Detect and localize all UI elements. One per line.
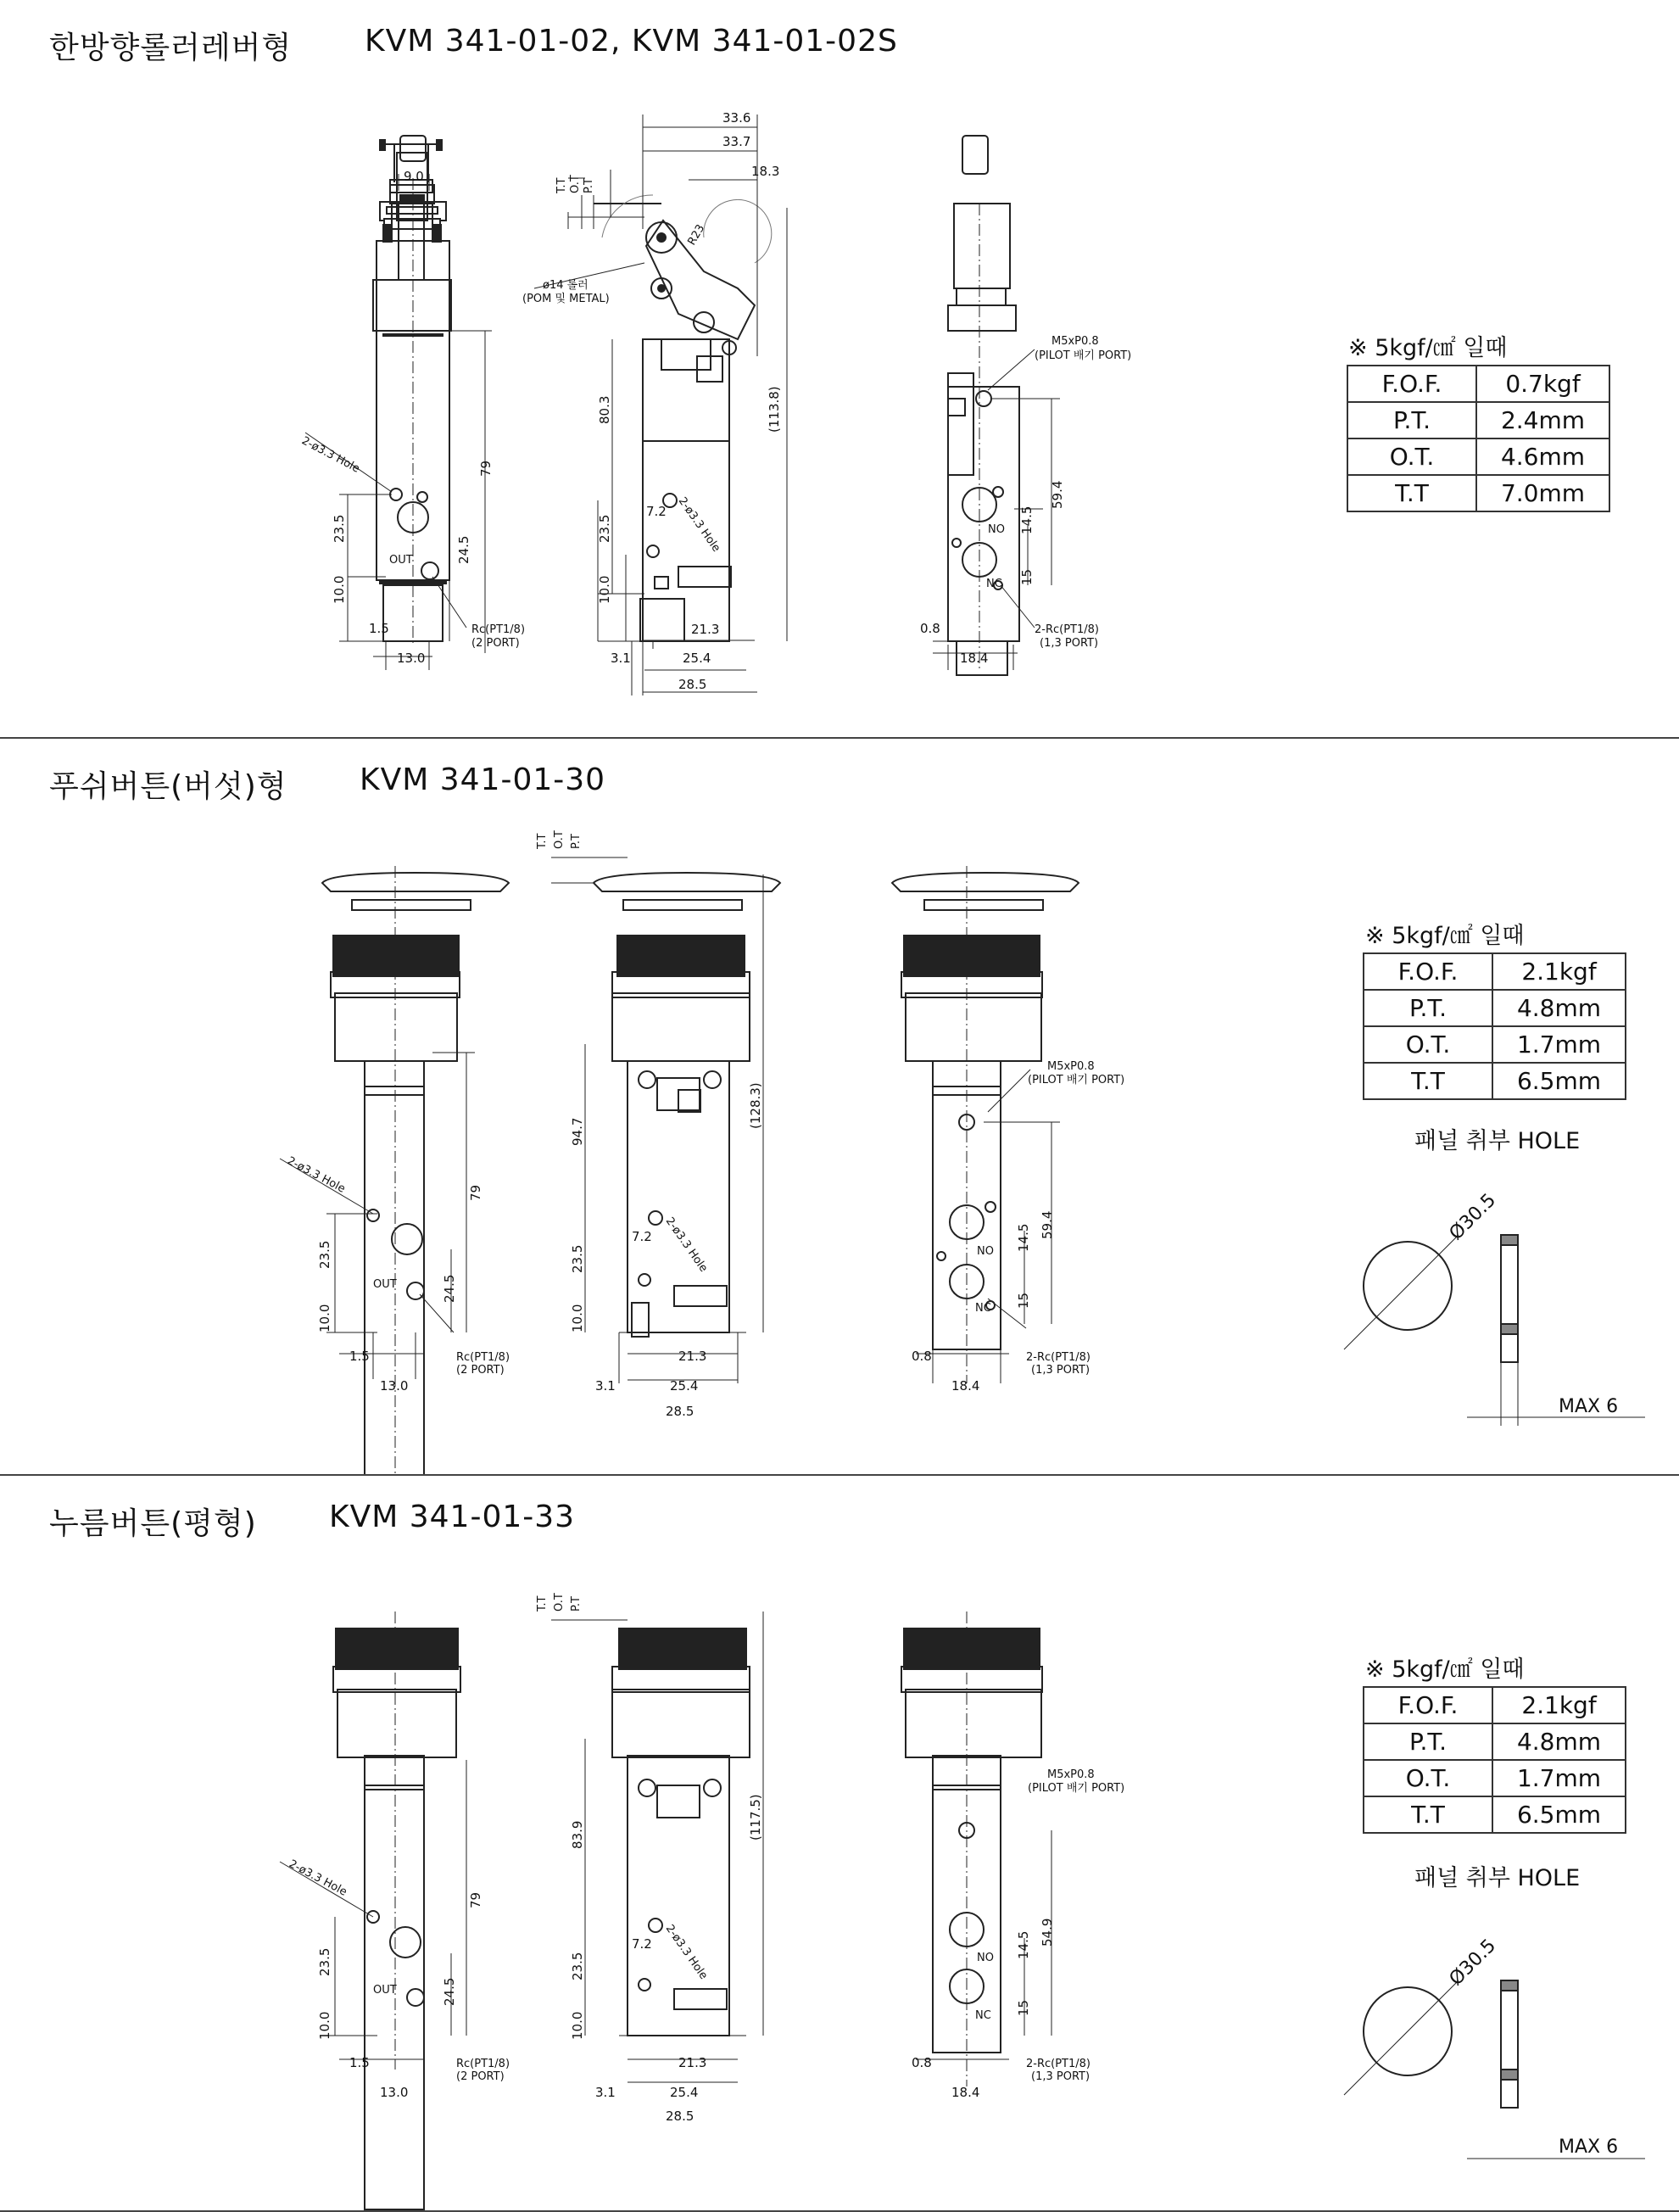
dim-25-4: 25.4 <box>670 2085 699 2100</box>
model-number: KVM 341-01-30 <box>360 762 606 797</box>
dim-0-8: 0.8 <box>912 1349 932 1364</box>
panel-title: 푸쉬버튼(버섯)형 <box>49 769 287 804</box>
rc-label: Rc(PT1/8) <box>456 1351 510 1364</box>
max-thickness: MAX 6 <box>1559 1396 1619 1417</box>
dim-79: 79 <box>468 1891 483 1908</box>
nc-label: NC <box>975 1302 991 1315</box>
ot-label: O.T <box>569 175 582 193</box>
dim-79: 79 <box>478 460 494 477</box>
pilot-label: (PILOT 배기 PORT) <box>1028 1074 1125 1086</box>
dim-23-5b: 23.5 <box>570 1952 585 1980</box>
dim-18-4: 18.4 <box>951 1378 980 1394</box>
hole-diameter: Ø30.5 <box>1445 1935 1501 1991</box>
dim-80-3: 80.3 <box>597 395 612 424</box>
dim-24-5: 24.5 <box>442 1977 457 2006</box>
model-number: KVM 341-01-33 <box>329 1500 576 1534</box>
spec-table <box>1363 1686 1626 1834</box>
hole-label-b: 2-ø3.3 Hole <box>662 1215 711 1275</box>
tt-label: T.T <box>536 1595 549 1612</box>
dim-1-5: 1.5 <box>349 1349 370 1364</box>
pilot-label: (PILOT 배기 PORT) <box>1028 1782 1125 1795</box>
pt-label: P.T <box>583 178 595 193</box>
dim-13-0: 13.0 <box>397 651 426 666</box>
dim-9-0: 9.0 <box>404 169 424 184</box>
m5-label: M5xP0.8 <box>1047 1060 1095 1073</box>
dim-10-0b: 10.0 <box>597 575 612 604</box>
dim-25-4: 25.4 <box>683 651 711 666</box>
tt-label: T.T <box>555 177 568 193</box>
dim-79: 79 <box>468 1184 483 1201</box>
port-label: (2 PORT) <box>456 2070 505 2083</box>
pilot-label: (PILOT 배기 PORT) <box>1035 349 1132 362</box>
dim-33-6: 33.6 <box>722 110 751 126</box>
dim-23-5: 23.5 <box>332 514 347 543</box>
dim-10-0b: 10.0 <box>570 2011 585 2040</box>
panel-title: 한방향롤러레버형 <box>49 31 293 65</box>
dim-18-4: 18.4 <box>960 651 989 666</box>
mushroom-dim-labels <box>0 739 1679 1474</box>
spec-row: F.O.F. 2.1kgf <box>1364 953 1626 990</box>
dim-14-5: 14.5 <box>1016 1930 1031 1959</box>
pt-label: P.T <box>570 1596 583 1612</box>
dim-15: 15 <box>1016 1292 1031 1309</box>
port13-label: (1,3 PORT) <box>1031 1364 1091 1377</box>
dim-7-2: 7.2 <box>646 504 667 519</box>
port-label: (2 PORT) <box>471 637 520 650</box>
out-label: OUT <box>389 554 413 567</box>
port13-label: (1,3 PORT) <box>1040 637 1099 650</box>
spec-row: T.T 6.5mm <box>1364 1796 1626 1833</box>
dim-3-1: 3.1 <box>595 1378 616 1394</box>
spec-row: O.T. 1.7mm <box>1364 1760 1626 1796</box>
nc-label: NC <box>975 2009 991 2022</box>
dim-mid: 94.7 <box>570 1117 585 1146</box>
dim-28-5: 28.5 <box>678 677 707 692</box>
dim-21-3: 21.3 <box>678 2055 707 2070</box>
spec-table <box>1363 952 1626 1100</box>
model-number: KVM 341-01-02, KVM 341-01-02S <box>365 24 898 59</box>
spec-row: T.T 6.5mm <box>1364 1063 1626 1099</box>
dim-total: (117.5) <box>748 1794 763 1841</box>
rc-label: Rc(PT1/8) <box>471 623 526 636</box>
dim-21-3: 21.3 <box>691 622 720 637</box>
dim-10-0b: 10.0 <box>570 1304 585 1332</box>
dim-59-4: 59.4 <box>1050 480 1065 509</box>
m5-label: M5xP0.8 <box>1047 1768 1095 1781</box>
panel-hole-title: 패널 취부 HOLE <box>1414 1128 1581 1154</box>
panel-flat-button <box>0 1476 1679 2212</box>
dim-13-0: 13.0 <box>380 1378 409 1394</box>
nc-label: NC <box>986 578 1002 590</box>
spec-row: T.T 7.0mm <box>1347 475 1609 511</box>
dim-13-0: 13.0 <box>380 2085 409 2100</box>
condition-note: ※ 5kgf/㎠ 일때 <box>1348 335 1508 361</box>
dim-10-0: 10.0 <box>317 2011 332 2040</box>
tt-label: T.T <box>536 833 549 849</box>
spec-row: O.T. 1.7mm <box>1364 1026 1626 1063</box>
rc-label: Rc(PT1/8) <box>456 2058 510 2070</box>
dim-0-8: 0.8 <box>912 2055 932 2070</box>
dim-10-0: 10.0 <box>317 1304 332 1332</box>
no-label: NO <box>977 1245 994 1258</box>
no-label: NO <box>988 523 1005 536</box>
port-label: (2 PORT) <box>456 1364 505 1377</box>
hole-label-b: 2-ø3.3 Hole <box>662 1922 711 1982</box>
spec-row: O.T. 4.6mm <box>1347 438 1609 475</box>
dim-28-5: 28.5 <box>666 2109 694 2124</box>
dim-28-5: 28.5 <box>666 1404 694 1419</box>
no-label: NO <box>977 1952 994 1964</box>
ot-label: O.T <box>553 830 566 849</box>
dim-18-4: 18.4 <box>951 2085 980 2100</box>
spec-row: F.O.F. 2.1kgf <box>1364 1687 1626 1723</box>
dim-3-1: 3.1 <box>611 651 631 666</box>
panel-title: 누름버튼(평형) <box>49 1506 257 1541</box>
dim-1-5: 1.5 <box>349 2055 370 2070</box>
dim-33-7: 33.7 <box>722 134 751 149</box>
spec-row: P.T. 4.8mm <box>1364 990 1626 1026</box>
roller-material: (POM 및 METAL) <box>522 293 610 305</box>
dim-25-4: 25.4 <box>670 1378 699 1394</box>
condition-note: ※ 5kgf/㎠ 일때 <box>1365 1656 1525 1683</box>
hole-label: 2-ø3.3 Hole <box>285 1154 348 1196</box>
panel-mushroom-button <box>0 739 1679 1476</box>
rc2-label: 2-Rc(PT1/8) <box>1026 2058 1091 2070</box>
dim-59-4: 59.4 <box>1040 1210 1055 1239</box>
dim-7-2: 7.2 <box>632 1229 652 1244</box>
dim-113-8: (113.8) <box>767 386 782 433</box>
rc2-label: 2-Rc(PT1/8) <box>1026 1351 1091 1364</box>
dim-0-8: 0.8 <box>920 621 940 636</box>
condition-note: ※ 5kgf/㎠ 일때 <box>1365 923 1525 949</box>
dim-23-5: 23.5 <box>317 1240 332 1269</box>
spec-row: P.T. 2.4mm <box>1347 402 1609 438</box>
radius-label: R23 <box>685 222 708 248</box>
dim-18-3: 18.3 <box>751 164 780 179</box>
flat-dim-labels <box>0 1476 1679 2210</box>
dim-1-5: 1.5 <box>369 621 389 636</box>
spec-table <box>1347 365 1610 512</box>
roller-label: ø14 롤러 <box>543 279 588 292</box>
dim-14-5: 14.5 <box>1019 506 1035 534</box>
hole-label: 2-ø3.3 Hole <box>287 1857 349 1899</box>
m5-label: M5xP0.8 <box>1051 335 1099 348</box>
max-thickness: MAX 6 <box>1559 2137 1619 2158</box>
dim-15: 15 <box>1019 568 1035 585</box>
hole-label-b: 2-ø3.3 Hole <box>675 494 723 555</box>
rc2-label: 2-Rc(PT1/8) <box>1035 623 1099 636</box>
hole-diameter: Ø30.5 <box>1445 1189 1501 1245</box>
spec-row: F.O.F. 0.7kgf <box>1347 366 1609 402</box>
dim-mid: 83.9 <box>570 1820 585 1849</box>
dim-54-9: 54.9 <box>1040 1918 1055 1947</box>
dim-7-2: 7.2 <box>632 1936 652 1952</box>
dim-14-5: 14.5 <box>1016 1223 1031 1252</box>
dim-24-5: 24.5 <box>456 535 471 564</box>
hole-label: 2-ø3.3 Hole <box>299 434 362 476</box>
out-label: OUT <box>373 1984 397 1997</box>
dim-10-0: 10.0 <box>332 575 347 604</box>
port13-label: (1,3 PORT) <box>1031 2070 1091 2083</box>
dim-21-3: 21.3 <box>678 1349 707 1364</box>
pt-label: P.T <box>570 834 583 849</box>
dim-total: (128.3) <box>748 1082 763 1129</box>
dim-15: 15 <box>1016 1999 1031 2016</box>
ot-label: O.T <box>553 1593 566 1612</box>
dim-23-5b: 23.5 <box>597 514 612 543</box>
out-label: OUT <box>373 1278 397 1291</box>
dim-23-5: 23.5 <box>317 1947 332 1976</box>
dim-3-1: 3.1 <box>595 2085 616 2100</box>
panel-roller-lever <box>0 0 1679 739</box>
dim-24-5: 24.5 <box>442 1274 457 1303</box>
panel-hole-title: 패널 취부 HOLE <box>1414 1865 1581 1891</box>
spec-row: P.T. 4.8mm <box>1364 1723 1626 1760</box>
dim-23-5b: 23.5 <box>570 1244 585 1273</box>
